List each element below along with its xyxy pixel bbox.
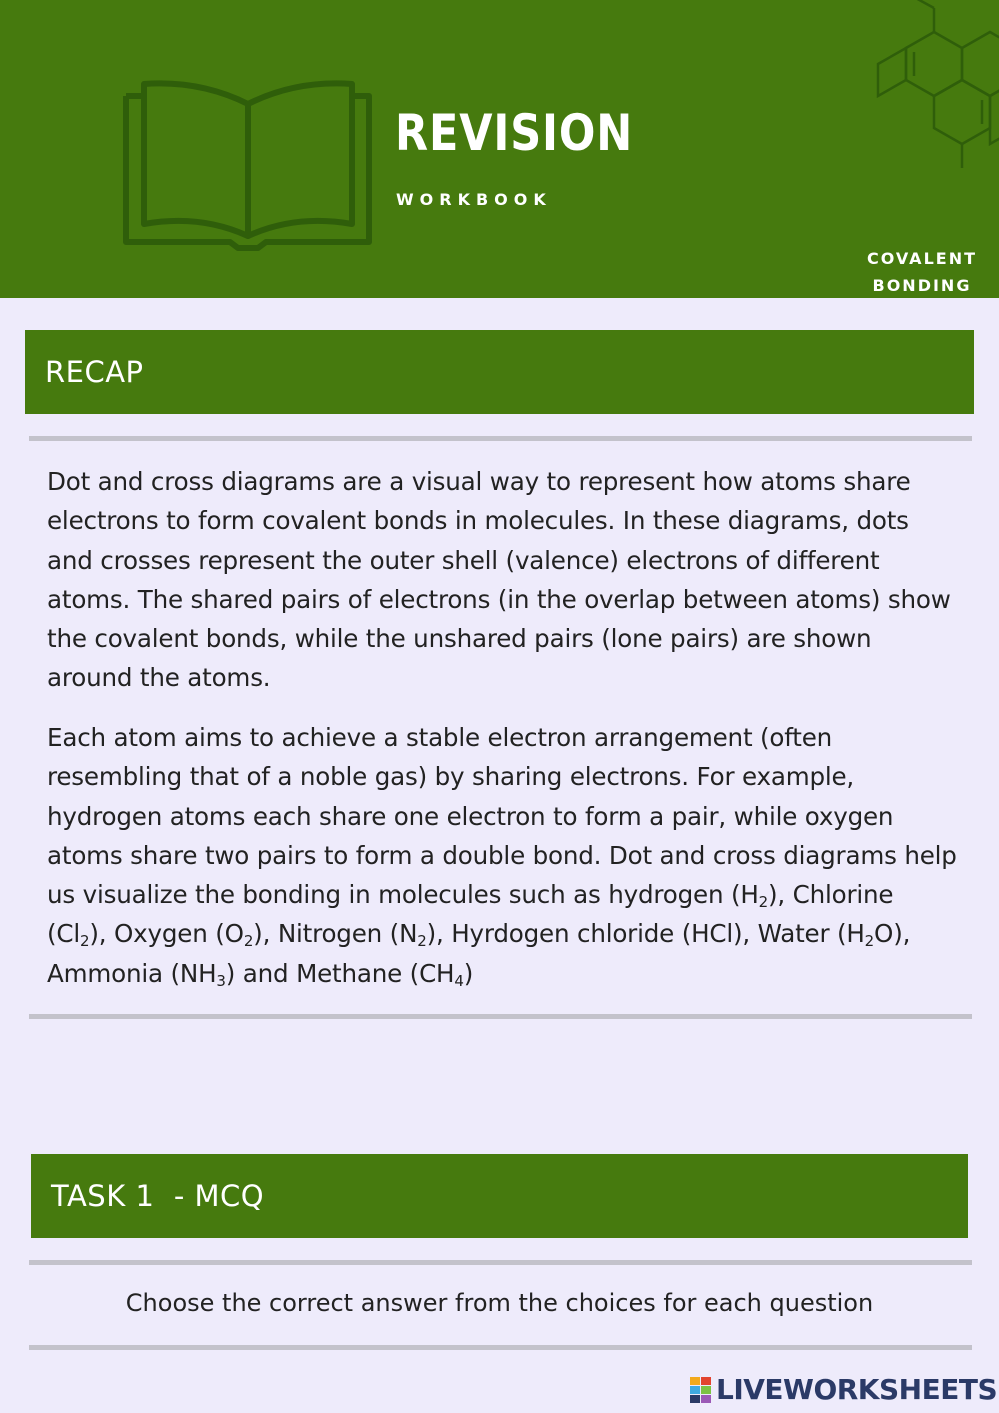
recap-paragraph-1: Dot and cross diagrams are a visual way to represent how atoms share electrons to form covalent bonds in molecules. In these diagrams, dots and crosses represent the outer shell (valence) electrons of different atoms. The shared pairs of electrons (in the overlap between atoms) show the covalent bonds, while the unshared pairs (lone pairs) are shown around the atoms. xyxy=(47,467,951,693)
liveworksheets-logo-text: LIVEWORKSHEETS xyxy=(716,1373,998,1406)
molecule-item: Methane $(CH_4)$ xyxy=(296,958,474,990)
divider-rule xyxy=(29,1260,972,1265)
workbook-subtitle: WORKBOOK xyxy=(396,190,552,209)
topic-line-2: BONDING xyxy=(872,276,972,295)
topic-label xyxy=(867,245,977,298)
liveworksheets-logo-icon xyxy=(690,1377,712,1403)
liveworksheets-logo xyxy=(690,1373,997,1406)
molecule-formula: $H_2$ xyxy=(740,880,768,912)
header-banner xyxy=(0,0,999,298)
molecule-item: Water $(H_2O)$ xyxy=(757,919,903,951)
molecule-name: Chlorine xyxy=(792,880,894,910)
molecule-formula: HCl xyxy=(691,919,733,949)
recap-paragraph-2-intro: Each atom aims to achieve a stable electron arrangement (often resembling that of a noble gas) by sharing electrons. For example, hydrogen atoms each share one electron to form a pair, while oxygen atoms share two pairs to form a double bond. Dot and cross diagrams help us visualize the bonding in molecules such as xyxy=(47,723,957,910)
molecule-name: Hyrdogen chloride xyxy=(451,919,675,949)
molecule-name: Nitrogen xyxy=(277,919,383,949)
molecule-formula: $H_2O$ xyxy=(846,919,894,951)
molecule-name: Ammonia xyxy=(47,958,163,988)
workbook-title: REVISION xyxy=(395,104,634,162)
molecule-name: Water xyxy=(757,919,830,949)
molecule-item: Oxygen $(O_2)$ xyxy=(114,919,263,951)
molecule-item: Nitrogen $(N_2)$ xyxy=(277,919,437,951)
molecule-item: Hyrdogen chloride (HCl) xyxy=(451,919,743,949)
molecule-formula: $N_2$ xyxy=(399,919,427,951)
molecule-name: hydrogen xyxy=(608,880,724,910)
divider-rule xyxy=(29,436,972,441)
molecule-name: Oxygen xyxy=(114,919,208,949)
hexagon-molecule-icon xyxy=(862,0,999,172)
molecule-item: Chlorine $(Cl_2)$ xyxy=(47,880,894,951)
recap-heading-bar xyxy=(25,330,974,414)
molecule-formula: $NH_3$ xyxy=(179,958,226,990)
molecule-item: Ammonia $(NH_3)$ xyxy=(47,958,236,990)
topic-line-1: COVALENT xyxy=(866,249,977,268)
recap-heading: RECAP xyxy=(45,355,144,389)
recap-paragraph-2 xyxy=(47,718,957,993)
molecule-formula: $CH_4$ xyxy=(419,958,464,990)
molecule-formula: $Cl_2$ xyxy=(56,919,90,951)
molecule-formula: $O_2$ xyxy=(224,919,254,951)
molecule-item: hydrogen $(H_2)$ xyxy=(608,880,778,912)
divider-rule xyxy=(29,1014,972,1019)
task1-instruction: Choose the correct answer from the choices for each question xyxy=(125,1289,874,1317)
open-book-icon xyxy=(120,78,376,254)
divider-rule xyxy=(29,1345,972,1350)
molecule-list: hydrogen $(H_2)$, Chlorine $(Cl_2)$, Oxygen $(O_2)$, Nitrogen $(N_2)$, Hyrdogen chloride (HCl), Water $(H_2O)$, Ammonia $(NH_3)$ and Methane $(CH_4)$ xyxy=(47,880,911,990)
task1-heading: TASK 1 - MCQ xyxy=(51,1179,265,1213)
molecule-name: Methane xyxy=(296,958,403,988)
task1-heading-bar xyxy=(31,1154,968,1238)
